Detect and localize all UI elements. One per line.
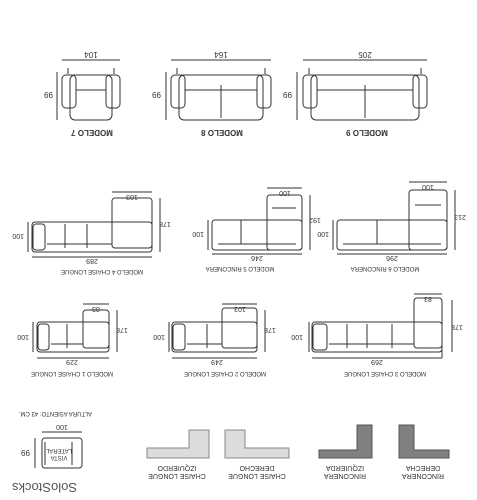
model-title: MODELO 1 CHAISE LONGUE: [30, 370, 114, 376]
width-dim: 104: [84, 50, 98, 59]
length-dim: 178: [264, 326, 276, 333]
legend-label-line1: RINCONERA: [401, 472, 445, 479]
width-dim: 205: [358, 50, 372, 59]
model-title: MODELO 3 CHAISE LONGUE: [343, 370, 427, 376]
side-view-label-line1: VISTA: [50, 454, 68, 460]
legend-label-line2: DERECHO: [239, 464, 275, 471]
model-title: MODELO 4 CHAISE LONGUE: [60, 268, 144, 274]
model-title: MODELO 7: [71, 128, 113, 137]
height-dim: 99: [44, 90, 53, 99]
model-4-plan: [12, 192, 171, 274]
chaise-dim: 103: [234, 305, 246, 312]
legend-chaise-derecho: [225, 430, 289, 479]
side-view-label-line2: LATERAL: [45, 447, 73, 453]
model-8-front: [152, 50, 271, 137]
legend-label-line1: CHAISE LONGUE: [228, 472, 286, 479]
model-1-plan: [17, 304, 128, 376]
chaise-dim: 103: [126, 193, 138, 200]
width-dim: 269: [371, 358, 383, 365]
model-9-front: [283, 50, 427, 137]
depth-dim: 100: [153, 333, 165, 340]
length-dim: 192: [309, 216, 321, 223]
depth-dim: 100: [192, 230, 204, 237]
depth-dim: 100: [291, 333, 303, 340]
width-dim: 164: [214, 50, 228, 59]
width-dim: 249: [211, 358, 223, 365]
depth-dim: 100: [12, 232, 24, 239]
width-dim: 246: [251, 254, 263, 261]
model-3-plan: [291, 294, 463, 376]
height-dim: 99: [283, 90, 292, 99]
chaise-dim: 83: [424, 295, 432, 302]
legend-label-line2: IZQUIERDA: [325, 464, 365, 471]
watermark-text: SoloStocks: [11, 480, 77, 495]
model-7-front: [44, 50, 120, 137]
chaise-dim: 83: [92, 305, 100, 312]
width-dim: 289: [86, 257, 98, 264]
model-title: MODELO 5 RINCONERA: [205, 265, 275, 271]
model-2-plan: [153, 304, 276, 376]
legend-label-line1: CHAISE LONGUE: [148, 472, 206, 479]
model-title: MODELO 2 CHAISE LONGUE: [183, 370, 267, 376]
chaise-dim: 100: [422, 183, 434, 190]
length-dim: 178: [116, 326, 128, 333]
side-view: [19, 410, 92, 468]
chaise-dim: 100: [279, 189, 291, 196]
depth-dim: 100: [317, 230, 329, 237]
length-dim: 178: [159, 220, 171, 227]
seat-height-note: ALTURA ASIENTO: 43 CM.: [18, 410, 92, 416]
length-dim: 178: [451, 323, 463, 330]
legend-label-line2: IZQUIERDO: [157, 464, 197, 471]
model-5-plan: [192, 188, 321, 271]
model-title: MODELO 6 RINCONERA: [350, 265, 420, 271]
depth-dim: 100: [17, 333, 29, 340]
model-6-plan: [317, 182, 466, 271]
model-title: MODELO 8: [201, 128, 243, 137]
side-view-depth: 100: [56, 423, 68, 430]
height-dim: 99: [152, 90, 161, 99]
length-dim: 213: [454, 213, 466, 220]
width-dim: 229: [66, 358, 78, 365]
side-view-height: 99: [21, 448, 30, 457]
legend-rinconera-derecha: [399, 425, 449, 479]
legend-label-line2: DERECHA: [405, 464, 441, 471]
legend-label-line1: RINCONERA: [323, 472, 367, 479]
legend-rinconera-izquierda: [319, 425, 372, 479]
model-title: MODELO 9: [346, 128, 388, 137]
width-dim: 296: [386, 254, 398, 261]
legend-chaise-izquierdo: [147, 430, 209, 479]
